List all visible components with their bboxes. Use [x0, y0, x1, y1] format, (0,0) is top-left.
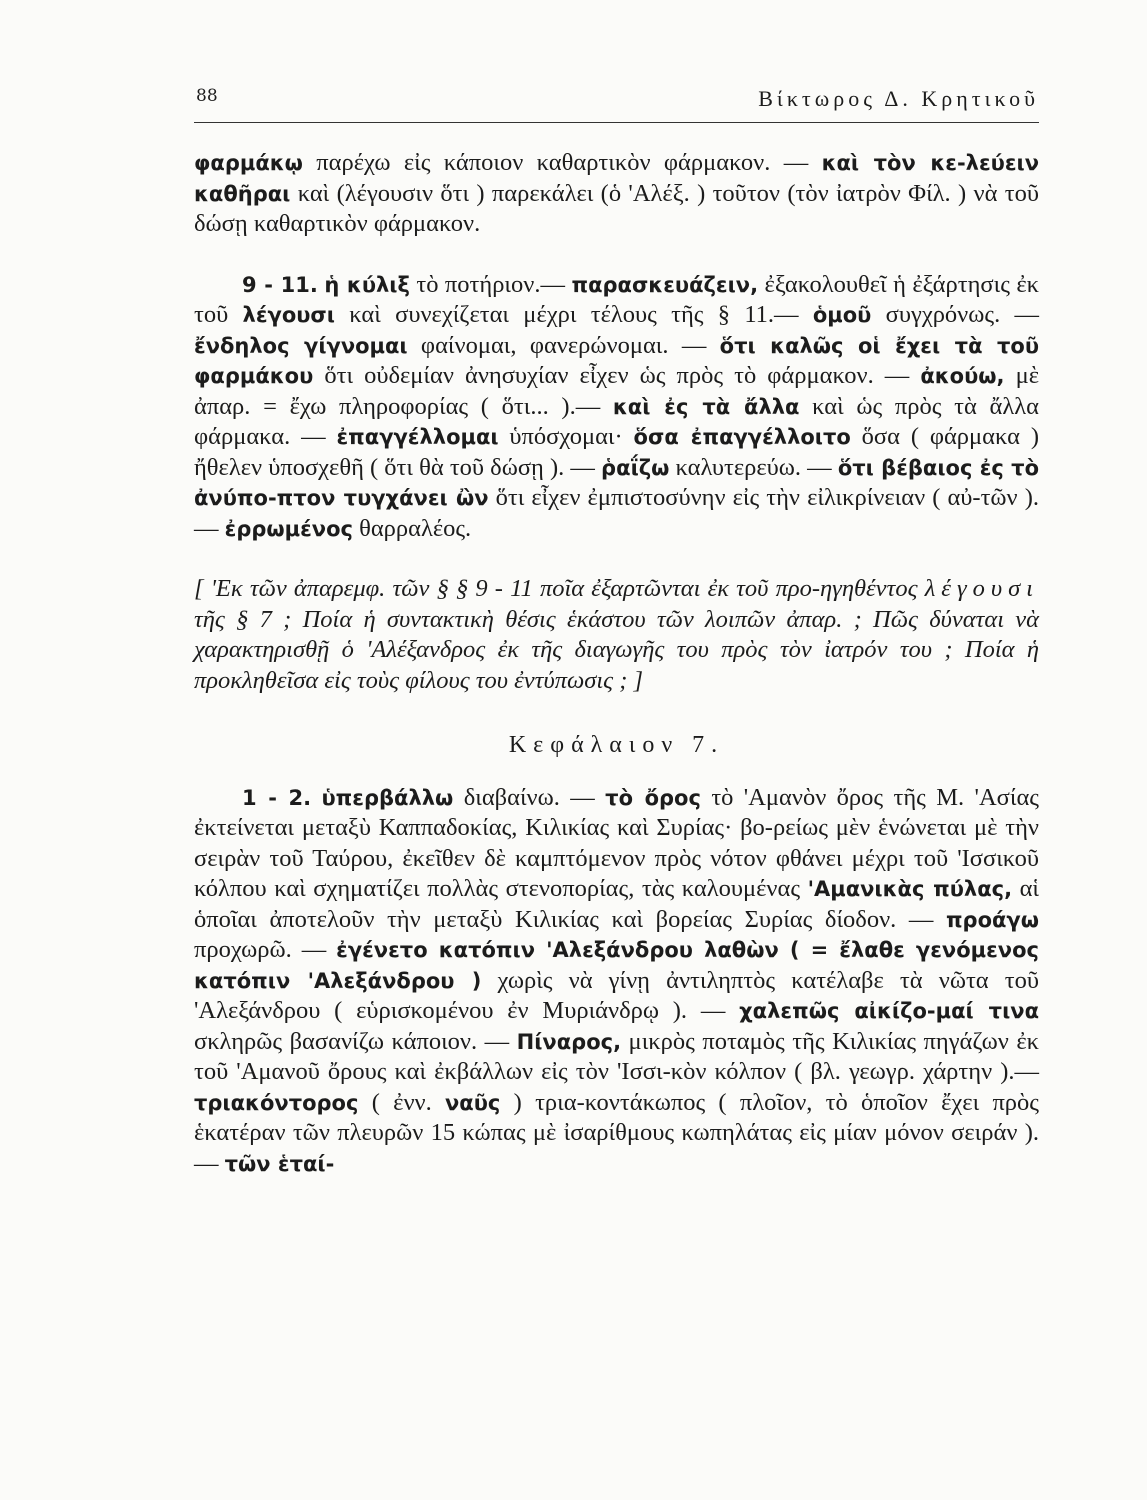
gloss: φαίνομαι, φανερώνομαι. —: [407, 331, 720, 359]
term: ἔνδηλος γίγνομαι: [194, 333, 408, 358]
gloss: χωρὶς νὰ γίνῃ ἀντιληπτὸς κατέλαβε τὰ νῶτα τοῦ 'Αλεξάνδρου ( εὑρισκομένου ἐν Μυριάνδρῳ ). —: [194, 966, 1039, 1024]
review-questions: [194, 574, 1039, 696]
term: ἐγένετο κατόπιν 'Αλεξάνδρου λαθὼν ( = ἔλαθε γενόμενος κατόπιν 'Αλεξάνδρου ): [194, 938, 1039, 993]
paragraph-1: [194, 148, 1039, 240]
term: παρασκευάζειν,: [571, 272, 759, 297]
term: Πίναρος,: [516, 1029, 622, 1054]
page-header: [194, 82, 1039, 123]
gloss: σκληρῶς βασανίζω κάποιον. —: [194, 1027, 517, 1055]
gloss: παρέχω εἰς κάποιον καθαρτικὸν φάρμακον. —: [302, 149, 822, 176]
gloss: διαβαίνω. —: [453, 783, 606, 811]
term: ναῦς: [445, 1090, 501, 1115]
gloss: συγχρόνως. —: [871, 301, 1040, 328]
chapter-title: Κεφάλαιον 7.: [508, 732, 725, 758]
term: ἡ κύλιξ: [324, 272, 410, 297]
gloss: ) τρια-κοντάκωπος ( πλοῖον, τὸ ὁποῖον ἔχει πρὸς ἑκατέραν τῶν πλευρῶν 15 κώπας μὲ ἰσαρίθμους κωπηλάτας εἰς μίαν μόνον σειράν ). —: [194, 1088, 1039, 1177]
gloss: ὑπόσχομαι·: [498, 423, 634, 450]
term: ἀκούω,: [920, 364, 1005, 388]
term: ῥαΐζω: [601, 455, 670, 480]
section-number: 1 - 2.: [242, 785, 312, 810]
term: ὅτι βέβαιος ἐς τὸ ἀνύπο-πτον τυγχάνει ὢν: [194, 455, 1039, 510]
gloss: καλυτερεύω. —: [669, 453, 838, 481]
gloss: καὶ (λέγουσιν ὅτι ) παρεκάλει (ὁ 'Αλέξ. ) τοῦτον (τὸν ἰατρὸν Φίλ. ) νὰ τοῦ δώσῃ καθαρτικὸν φάρμακον.: [194, 179, 1039, 237]
gloss: αἱ ὁποῖαι ἀποτελοῦν τὴν μεταξὺ Κιλικίας καὶ βορείας Συρίας δίοδον. —: [194, 875, 1040, 933]
term: ὅσα ἐπαγγέλλοιτο: [633, 425, 851, 449]
section-number: 9 - 11.: [242, 272, 318, 297]
question-spaced-word: λέγουσι: [924, 575, 1039, 602]
term: τὸ ὄρος: [605, 785, 701, 810]
term: τριακόντορος: [194, 1090, 359, 1115]
gloss: ὅσα ( φάρμακα ) ἤθελεν ὑποσχεθῆ ( ὅτι θὰ τοῦ δώσῃ ). —: [194, 423, 1039, 481]
gloss: ὅτι οὐδεμίαν ἀνησυχίαν εἶχεν ὡς πρὸς τὸ φάρμακον. —: [313, 362, 921, 389]
gloss: μικρὸς ποταμὸς τῆς Κιλικίας πηγάζων ἐκ τοῦ 'Αμανοῦ ὄρους καὶ ἐκβάλλων εἰς τὸν 'Ισσι-κὸν κόλπον ( βλ. γεωγρ. χάρτην ).—: [194, 1027, 1039, 1085]
paragraph-2: [194, 270, 1039, 545]
term: ἐπαγγέλλομαι: [336, 425, 499, 449]
question-text: [ 'Εκ τῶν ἀπαρεμφ. τῶν § § 9 - 11 ποῖα ἐξαρτῶνται ἐκ τοῦ προ-ηγηθέντος: [194, 575, 925, 602]
question-text: τῆς § 7 ; Ποία ἡ συντακτικὴ θέσις ἑκάστου τῶν λοιπῶν ἀπαρ. ; Πῶς δύναται νὰ χαρακτηρισθῇ ὁ 'Αλέξανδρος ἐκ τῆς διαγωγῆς του πρὸς τὸν ἰατρόν του ; Ποία ἡ προκληθεῖσα εἰς τοὺς φίλους του ἐντύπωσις ; ]: [194, 605, 1039, 694]
paragraph-3: [194, 783, 1039, 1180]
gloss: θαρραλέος.: [352, 514, 472, 542]
term: ὑπερβάλλω: [321, 785, 454, 810]
term: λέγουσι: [242, 303, 335, 327]
gloss: ἐξακολουθεῖ ἡ ἐξάρτησις ἐκ τοῦ: [194, 270, 1039, 328]
gloss: μὲ ἀπαρ. = ἔχω πληροφορίας ( ὅτι... ).—: [194, 362, 1039, 420]
term: ὅτι καλῶς οἱ ἔχει τὰ τοῦ φαρμάκου: [194, 333, 1039, 388]
term: καὶ ἐς τὰ ἄλλα: [612, 394, 800, 419]
gloss: ὅτι εἶχεν ἐμπιστοσύνην εἰς τὴν εἰλικρίνειαν ( αὐ-τῶν ). —: [194, 484, 1039, 542]
term: χαλεπῶς αἰκίζο-μαί τινα: [739, 999, 1039, 1023]
term: προάγω: [945, 907, 1039, 932]
term: ὁμοῦ: [812, 303, 872, 327]
page-number: 88: [196, 86, 218, 106]
term: ἐρρωμένος: [224, 516, 353, 541]
page-body: [194, 148, 1039, 1179]
gloss: τὸ ποτήριον.—: [409, 270, 572, 298]
gloss: ( ἐνν.: [358, 1088, 445, 1116]
gloss: τὸ 'Αμανὸν ὄρος τῆς Μ. 'Ασίας ἐκτείνεται μεταξὺ Καππαδοκίας, Κιλικίας καὶ Συρίας· βο-ρείως μὲν ἑνώνεται μὲ τὴν σειρὰν τοῦ Ταύρου, ἐκεῖθεν δὲ καμπτόμενον πρὸς νότον φθάνει μέχρι τοῦ 'Ισσικοῦ κόλπου καὶ σχηματίζει πολλὰς στενοπορίας, τὰς καλουμένας: [194, 783, 1039, 902]
term: φαρμάκῳ: [194, 151, 303, 175]
gloss: προχωρῶ. —: [194, 936, 337, 963]
gloss: καὶ συνεχίζεται μέχρι τέλους τῆς § 11.—: [334, 301, 813, 328]
gloss: καὶ ὡς πρὸς τὰ ἄλλα φάρμακα. —: [194, 392, 1039, 450]
term: καὶ τὸν κε-λεύειν καθῆραι: [194, 151, 1040, 206]
running-head: Βίκτωρος Δ. Κρητικοῦ: [758, 86, 1039, 111]
term: τῶν ἑταί-: [224, 1151, 335, 1176]
term: 'Αμανικὰς πύλας,: [807, 877, 1013, 901]
